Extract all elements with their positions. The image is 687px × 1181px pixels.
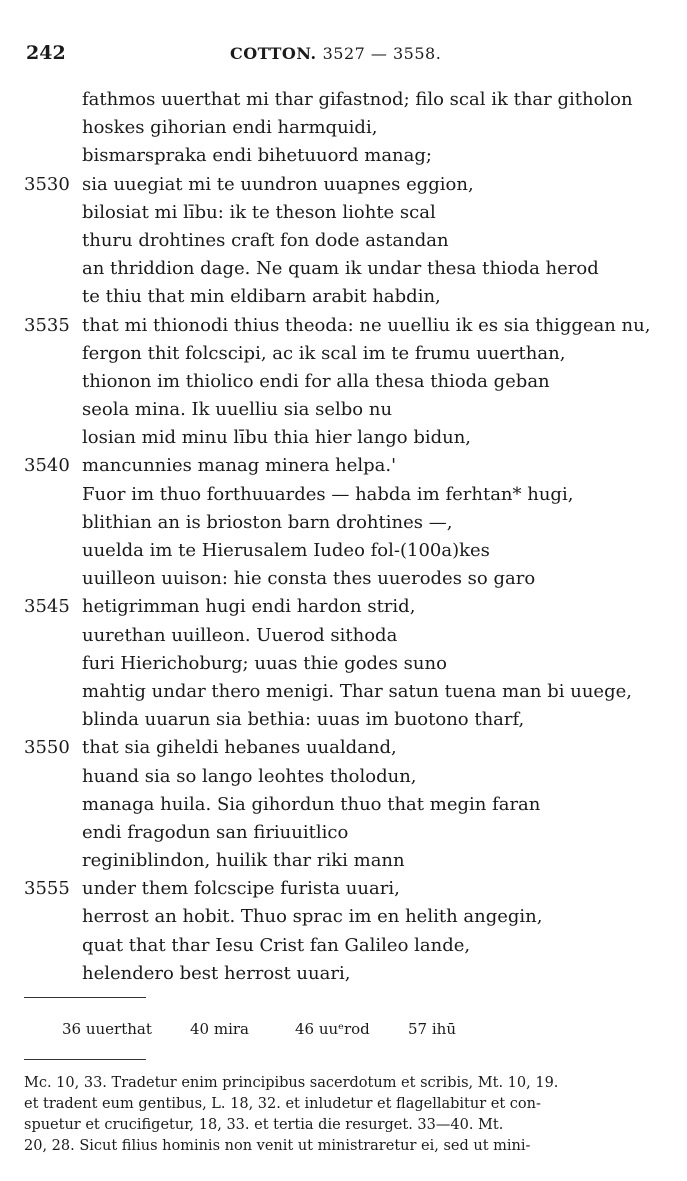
line-text: bismarspraka endi bihetuuord manag; — [82, 145, 432, 167]
line-text: mahtig undar thero menigi. Thar satun tuena man bi uuege, — [82, 680, 632, 702]
line-text: quat that thar Iesu Crist fan Galileo lande, — [82, 934, 471, 956]
divider-rule — [24, 997, 146, 998]
note-line: et tradent eum gentibus, L. 18, 32. et inludetur et flagellabitur et con- — [24, 1096, 541, 1112]
verse-line — [0, 452, 687, 480]
running-head — [230, 44, 441, 63]
verse-line — [0, 312, 687, 340]
line-text: bilosiat mi lību: ik te theson liohte scal — [82, 201, 436, 223]
variant-reading: 40 mira — [190, 1020, 249, 1038]
verse-line — [0, 819, 687, 847]
page-number: 242 — [26, 42, 66, 64]
note-line: spuetur et crucifigetur, 18, 33. et tertia die resurget. 33—40. Mt. — [24, 1117, 504, 1133]
verse-line — [0, 650, 687, 678]
line-text: reginiblindon, huilik thar riki mann — [82, 850, 405, 872]
verse-line — [0, 368, 687, 396]
verse-line — [0, 283, 687, 311]
line-text: fathmos uuerthat mi thar gifastnod; filo scal ik thar githolon — [82, 89, 633, 110]
line-number: 3555 — [24, 878, 70, 900]
verse-line — [0, 227, 687, 255]
line-text: huand sia so lango leohtes tholodun, — [82, 765, 417, 787]
running-head-range: 3527 — 3558. — [322, 44, 442, 63]
source-notes — [24, 1073, 624, 1157]
verse-line — [0, 340, 687, 368]
verse-text — [0, 86, 687, 988]
line-text: hoskes gihorian endi harmquidi, — [82, 117, 378, 139]
verse-line — [0, 875, 687, 903]
verse-line — [0, 960, 687, 988]
verse-line — [0, 593, 687, 621]
line-text: furi Hierichoburg; uuas thie godes suno — [82, 652, 447, 674]
verse-line — [0, 199, 687, 227]
line-text: endi fragodun san firiuuitlico — [82, 821, 349, 843]
verse-line — [0, 396, 687, 424]
verse-line — [0, 481, 687, 509]
line-number: 3535 — [24, 314, 70, 336]
verse-line — [0, 791, 687, 819]
verse-line — [0, 706, 687, 734]
verse-line — [0, 537, 687, 565]
line-text: helendero best herrost uuari, — [82, 962, 351, 984]
verse-line — [0, 847, 687, 875]
verse-line — [0, 903, 687, 931]
line-text: thuru drohtines craft fon dode astandan — [82, 229, 449, 251]
line-text: under them folcscipe furista uuari, — [82, 878, 400, 900]
verse-line — [0, 171, 687, 199]
verse-line — [0, 424, 687, 452]
line-text: fergon thit folcscipi, ac ik scal im te frumu uuerthan, — [82, 342, 566, 364]
verse-line — [0, 678, 687, 706]
verse-line — [0, 932, 687, 960]
verse-line — [0, 142, 687, 170]
line-text: sia uuegiat mi te uundron uuapnes eggion, — [82, 173, 474, 195]
variant-reading: 46 uuᵉrod — [295, 1020, 370, 1038]
line-number: 3540 — [24, 455, 70, 477]
line-text: te thiu that min eldibarn arabit habdin, — [82, 286, 441, 308]
verse-line — [0, 565, 687, 593]
line-text: that mi thionodi thius theoda: ne uuelliu ik es sia thiggean nu, — [82, 314, 651, 336]
line-number: 3550 — [24, 737, 70, 759]
line-text: herrost an hobit. Thuo sprac im en helith angegin, — [82, 906, 543, 928]
line-text: uuelda im te Hierusalem Iudeo fol-(100a)kes — [82, 540, 490, 561]
verse-line — [0, 509, 687, 537]
verse-line — [0, 255, 687, 283]
running-head-title: COTTON. — [230, 44, 317, 63]
line-text: an thriddion dage. Ne quam ik undar thesa thioda herod — [82, 258, 599, 280]
line-text: uuilleon uuison: hie consta thes uuerodes so garo — [82, 568, 536, 590]
verse-line — [0, 114, 687, 142]
verse-line — [0, 734, 687, 762]
line-text: hetigrimman hugi endi hardon strid, — [82, 596, 416, 618]
note-line: Mc. 10, 33. Tradetur enim principibus sacerdotum et scribis, Mt. 10, 19. — [24, 1075, 559, 1091]
variant-reading: 57 ihū — [408, 1020, 456, 1038]
line-text: uurethan uuilleon. Uuerod sithoda — [82, 624, 398, 646]
line-text: thionon im thiolico endi for alla thesa thioda geban — [82, 370, 550, 392]
line-text: that sia giheldi hebanes uualdand, — [82, 737, 397, 759]
line-text: mancunnies manag minera helpa.' — [82, 455, 397, 477]
line-text: managa huila. Sia gihordun thuo that megin faran — [82, 793, 541, 815]
verse-line — [0, 763, 687, 791]
line-text: blinda uuarun sia bethia: uuas im buotono tharf, — [82, 709, 525, 731]
note-line: 20, 28. Sicut filius hominis non venit ut ministraretur ei, sed ut mini- — [24, 1138, 531, 1154]
line-text: blithian an is brioston barn drohtines —, — [82, 511, 453, 533]
line-text: Fuor im thuo forthuuardes — habda im ferhtan* hugi, — [82, 483, 574, 505]
variant-reading: 36 uuerthat — [62, 1020, 152, 1038]
line-text: seola mina. Ik uuelliu sia selbo nu — [82, 399, 393, 421]
line-number: 3545 — [24, 596, 70, 618]
verse-line — [0, 86, 687, 114]
line-text: losian mid minu lību thia hier lango bidun, — [82, 427, 472, 449]
divider-rule — [24, 1059, 146, 1060]
verse-line — [0, 622, 687, 650]
line-number: 3530 — [24, 173, 70, 195]
